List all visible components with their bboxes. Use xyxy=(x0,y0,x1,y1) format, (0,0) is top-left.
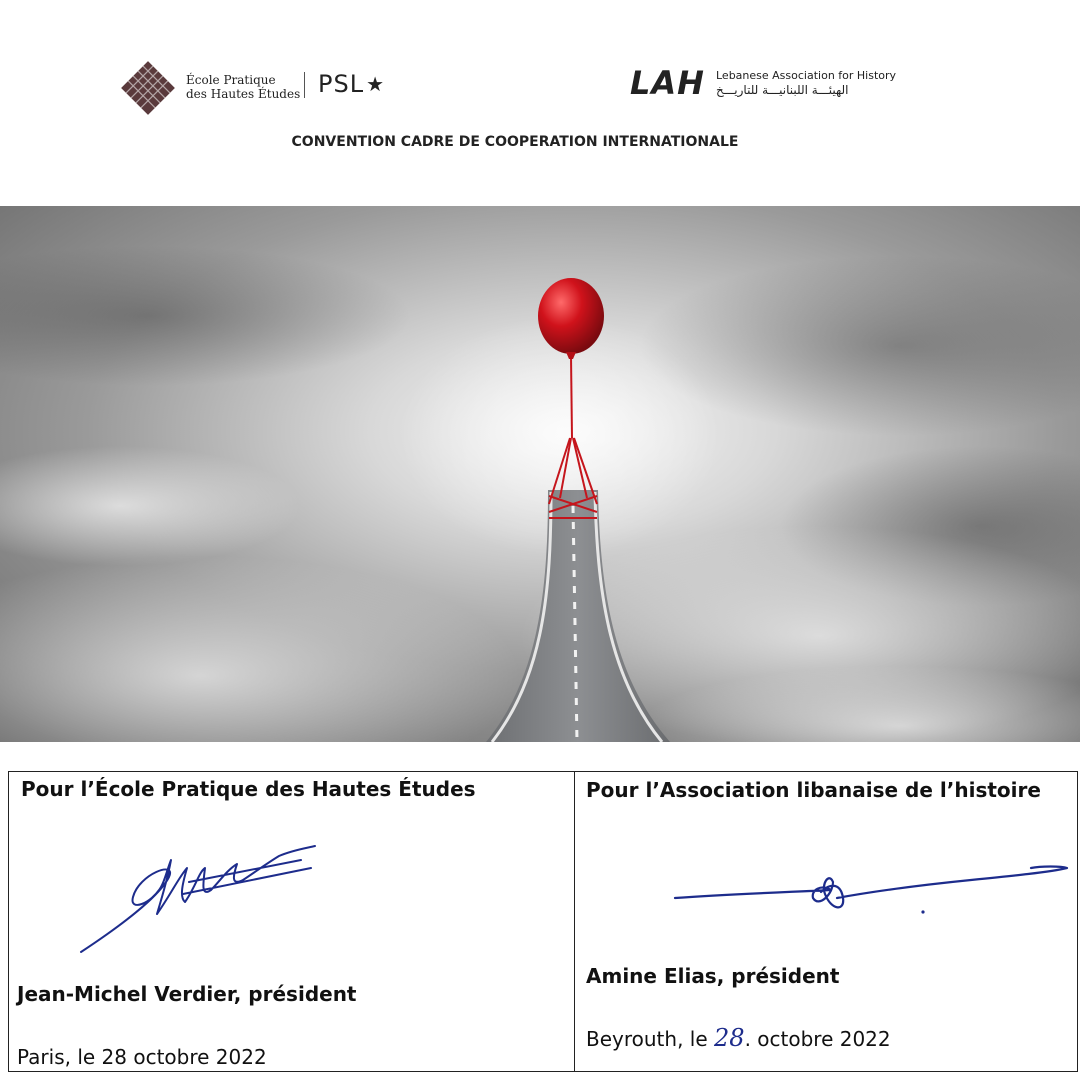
ephe-name-line1: École Pratique xyxy=(186,73,276,87)
lah-logo-mark: LAH xyxy=(630,64,705,102)
left-heading: Pour l’École Pratique des Hautes Études xyxy=(21,777,476,801)
left-signatory-name: Jean-Michel Verdier, président xyxy=(17,982,357,1006)
signature-verdier xyxy=(79,842,319,957)
logo-separator xyxy=(304,72,305,98)
right-signatory-name: Amine Elias, président xyxy=(586,964,840,988)
document-title: CONVENTION CADRE DE COOPERATION INTERNATIONALE xyxy=(291,134,739,150)
ephe-logo xyxy=(120,60,176,116)
table-divider xyxy=(574,772,575,1071)
right-place-prefix: Beyrouth, le xyxy=(586,1027,715,1051)
document-header xyxy=(0,0,1080,205)
handwritten-day: 28 xyxy=(714,1024,745,1052)
right-heading: Pour l’Association libanaise de l’histoire xyxy=(586,778,1041,802)
psl-logo xyxy=(318,70,385,98)
lah-name-ar: الهيئـــة اللبنانيـــة للتاريـــخ xyxy=(716,83,849,97)
ephe-name-line2: des Hautes Études xyxy=(186,87,301,101)
left-place-date: Paris, le 28 octobre 2022 xyxy=(17,1045,267,1069)
lah-name-en: Lebanese Association for History xyxy=(716,69,897,82)
signature-table xyxy=(8,771,1078,1072)
star-icon: ★ xyxy=(366,72,386,96)
right-place-suffix: . octobre 2022 xyxy=(744,1027,891,1051)
hero-illustration xyxy=(0,206,1080,742)
right-place-date xyxy=(586,1024,891,1052)
signature-elias xyxy=(671,854,1071,924)
ephe-name xyxy=(186,73,300,101)
psl-label: PSL xyxy=(318,70,365,98)
